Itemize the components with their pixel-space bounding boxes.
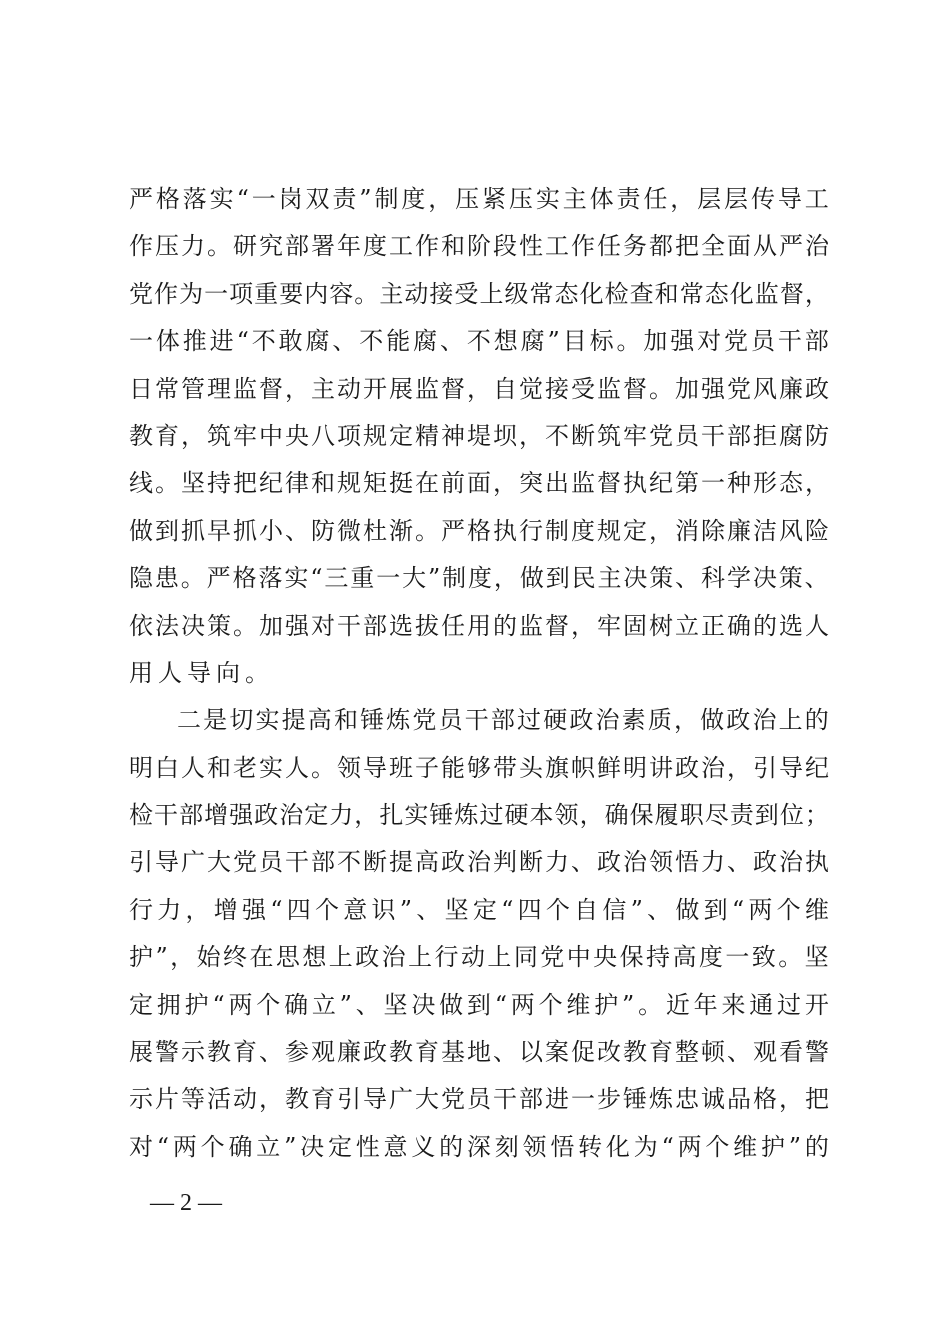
text-line: 教 育 ， 筑 牢 中 央 八 项 规 定 精 神 堤 坝 ， 不 断 筑 牢 党 员 干 部 拒 腐 防: [129, 421, 829, 450]
text-line: 一 体 推 进 “ 不 敢 腐 、 不 能 腐 、 不 想 腐 ” 目 标 。 加 强 对 党 员 干 部: [129, 327, 829, 356]
text-line: 用人导向。: [129, 658, 274, 687]
text-line: 二 是 切 实 提 高 和 锤 炼 党 员 干 部 过 硬 政 治 素 质 ， 做 政 治 上 的: [177, 706, 829, 735]
text-line: 定 拥 护 “ 两 个 确 立 ” 、 坚 决 做 到 “ 两 个 维 护 ” 。 近 年 来 通 过 开: [129, 990, 829, 1019]
text-line: 展 警 示 教 育 、 参 观 廉 政 教 育 基 地 、 以 案 促 改 教 育 整 顿 、 观 看 警: [129, 1038, 829, 1067]
text-line: 护 ” ， 始 终 在 思 想 上 政 治 上 行 动 上 同 党 中 央 保 持 高 度 一 致 。 坚: [129, 943, 829, 972]
text-line: 线 。 坚 持 把 纪 律 和 规 矩 挺 在 前 面 ， 突 出 监 督 执 纪 第 一 种 形 态 ，: [129, 469, 829, 498]
paragraph: [129, 176, 829, 697]
text-line: 作 压 力 。 研 究 部 署 年 度 工 作 和 阶 段 性 工 作 任 务 都 把 全 面 从 严 治: [129, 232, 829, 261]
text-line: 行 力 ， 增 强 “ 四 个 意 识 ” 、 坚 定 “ 四 个 自 信 ” 、 做 到 “ 两 个 维: [129, 895, 829, 924]
text-line: 党 作 为 一 项 重 要 内 容 。 主 动 接 受 上 级 常 态 化 检 查 和 常 态 化 监 督 ，: [129, 279, 829, 308]
text-line: 做 到 抓 早 抓 小 、 防 微 杜 渐 。 严 格 执 行 制 度 规 定 ， 消 除 廉 洁 风 险: [129, 516, 829, 545]
text-line: 严 格 落 实 “ 一 岗 双 责 ” 制 度 ， 压 紧 压 实 主 体 责 任 ， 层 层 传 导 工: [129, 185, 829, 213]
text-line: 检 干 部 增 强 政 治 定 力 ， 扎 实 锤 炼 过 硬 本 领 ， 确 保 履 职 尽 责 到 位 ；: [129, 801, 829, 830]
page-number: — 2 —: [150, 1190, 222, 1216]
text-line: 明 白 人 和 老 实 人 。 领 导 班 子 能 够 带 头 旗 帜 鲜 明 讲 政 治 ， 引 导 纪: [129, 753, 829, 782]
text-line: 示 片 等 活 动 ， 教 育 引 导 广 大 党 员 干 部 进 一 步 锤 炼 忠 诚 品 格 ， 把: [129, 1085, 829, 1114]
text-line: 对 “ 两 个 确 立 ” 决 定 性 意 义 的 深 刻 领 悟 转 化 为 “ 两 个 维 护 ” 的: [129, 1132, 829, 1161]
text-line: 引 导 广 大 党 员 干 部 不 断 提 高 政 治 判 断 力 、 政 治 领 悟 力 、 政 治 执: [129, 848, 829, 877]
text-line: 日 常 管 理 监 督 ， 主 动 开 展 监 督 ， 自 觉 接 受 监 督 。 加 强 党 风 廉 政: [129, 374, 829, 403]
text-line: 隐 患 。 严 格 落 实 “ 三 重 一 大 ” 制 度 ， 做 到 民 主 决 策 、 科 学 决 策 、: [129, 564, 829, 593]
body-text: [129, 176, 829, 1171]
text-line: 依 法 决 策 。 加 强 对 干 部 选 拔 任 用 的 监 督 ， 牢 固 树 立 正 确 的 选 人: [129, 611, 829, 640]
paragraph: [129, 697, 829, 1171]
